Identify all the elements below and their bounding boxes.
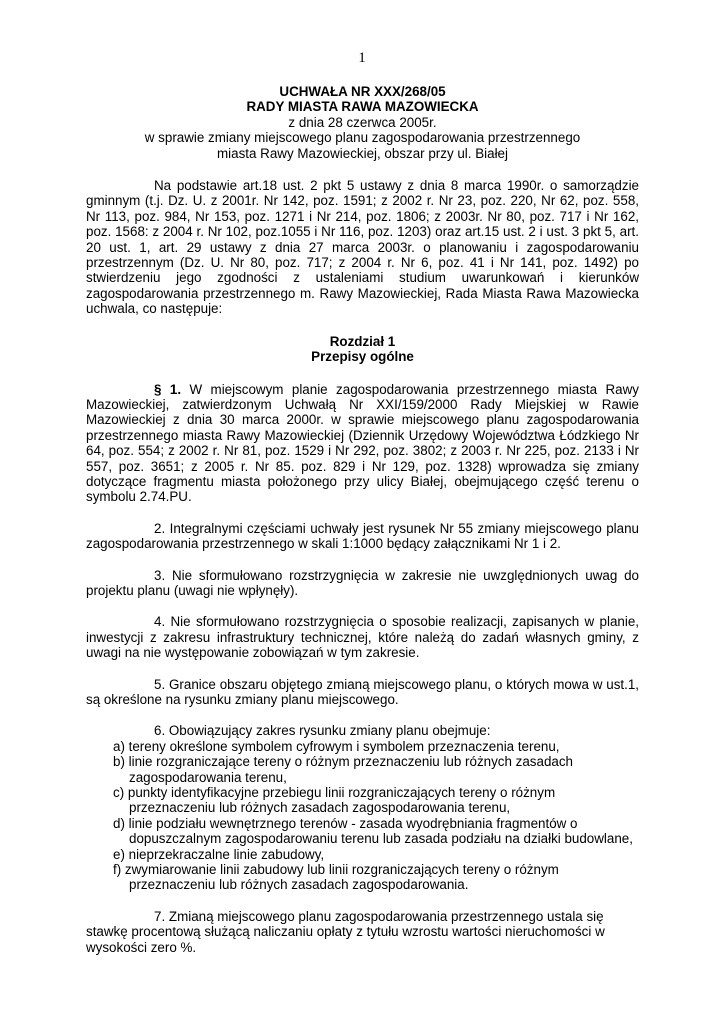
section-1-paragraph [86, 382, 639, 505]
list-item: e) nieprzekraczalne linie zabudowy, [113, 846, 325, 862]
resolution-title: UCHWAŁA NR XXX/268/05 [279, 84, 446, 99]
page-number: 1 [358, 50, 366, 66]
list-item: c) punkty identyfikacyjne przebiegu linii rozgraniczających tereny o różnym przeznaczeniu lub różnych zasadach zagospodarowania terenu, [113, 785, 556, 816]
resolution-subject-line-1: w sprawie zmiany miejscowego planu zagospodarowania przestrzennego [144, 130, 581, 146]
list-item: a) tereny określone symbolem cyfrowym i symbolem przeznaczenia terenu, [113, 738, 560, 754]
resolution-subject-line-2: miasta Rawy Mazowieckiej, obszar przy ul. Białej [217, 145, 508, 161]
council-name: RADY MIASTA RAWA MAZOWIECKA [246, 99, 479, 115]
list-item: b) linie rozgraniczające tereny o różnym przeznaczeniu lub różnych zasadach zagospodarowania terenu, [113, 754, 573, 785]
section-marker: § 1. [154, 381, 182, 397]
chapter-subtitle: Przepisy ogólne [311, 349, 414, 365]
list-item: f) zwymiarowanie linii zabudowy lub linii rozgraniczających tereny o różnym przeznaczeniu lub różnych zasadach zagospodarowania. [113, 862, 559, 893]
paragraph-4: 4. Nie sformułowano rozstrzygnięcia o sposobie realizacji, zapisanych w planie, inwestycji z zakresu infrastruktury technicznej, które należą do zadań własnych gminy, z uwagi na nie występowanie zobowiązań w tym zakresie. [86, 614, 639, 661]
paragraph-6-intro: 6. Obowiązujący zakres rysunku zmiany planu obejmuje: [154, 723, 491, 739]
drawing-scope-list [113, 739, 639, 893]
paragraph-3: 3. Nie sformułowano rozstrzygnięcia w zakresie nie uwzględnionych uwag do projektu planu (uwagi nie wpłynęły). [86, 567, 639, 598]
list-item: d) linie podziału wewnętrznego terenów - zasada wyodrębniania fragmentów o dopuszczalnym zagospodarowaniu terenu lub zasada podziału na działki budowlane, [113, 815, 633, 847]
preamble-paragraph: Na podstawie art.18 ust. 2 pkt 5 ustawy z dnia 8 marca 1990r. o samorządzie gminnym (t.j. Dz. U. z 2001r. Nr 142, poz. 1591; z 2002 r. Nr 23, poz. 220, Nr 62, poz. 558, Nr 113, poz. 984, Nr 153, poz. 1271 i Nr 214, poz. 1806; z 2003r. Nr 80, poz. 717 i Nr 162, poz. 1568: z 2004 r. Nr 102, poz.1055 i Nr 116, poz. 1203) oraz art.15 ust. 2 i ust. 3 pkt 5, art. 20 ust. 1, art. 29 ustawy z dnia 27 marca 2003r. o planowaniu i zagospodarowaniu przestrzennym (Dz. U. Nr 80, poz. 717; z 2004 r. Nr 6, poz. 41 i Nr 141, poz. 1492) po stwierdzeniu jego zgodności z ustaleniami studium uwarunkowań i kierunków zagospodarowania przestrzennego m. Rawy Mazowieckiej, Rada Miasta Rawa Mazowiecka uchwala, co następuje: [86, 178, 639, 317]
document-body [86, 84, 639, 955]
paragraph-5: 5. Granice obszaru objętego zmianą miejscowego planu, o których mowa w ust.1, są określone na rysunku zmiany planu miejscowego. [86, 676, 639, 707]
section-1-text: W miejscowym planie zagospodarowania przestrzennego miasta Rawy Mazowieckiej, zatwierdzonym Uchwałą Nr XXI/159/2000 Rady Miejskiej w Rawie Mazowieckiej z dnia 30 marca 2000r. w sprawie miejscowego planu zagospodarowania przestrzennego miasta Rawy Mazowieckiej (Dziennik Urzędowy Województwa Łódzkiego Nr 64, poz. 554; z 2002 r. Nr 81, poz. 1529 i Nr 292, poz. 3802; z 2003 r. Nr 225, poz. 2133 i Nr 557, poz. 3651; z 2005 r. Nr 85. poz. 829 i Nr 129, poz. 1328) wprowadza się zmiany dotyczące fragmentu miasta położonego przy ulicy Białej, obejmującego część terenu o symbolu 2.74.PU. [86, 381, 639, 505]
chapter-title: Rozdział 1 [329, 333, 396, 349]
resolution-date: z dnia 28 czerwca 2005r. [288, 114, 437, 130]
paragraph-2: 2. Integralnymi częściami uchwały jest rysunek Nr 55 zmiany miejscowego planu zagospodarowania przestrzennego w skali 1:1000 będący załącznikami Nr 1 i 2. [86, 520, 639, 552]
paragraph-7: 7. Zmianą miejscowego planu zagospodarowania przestrzennego ustala się stawkę procentową służącą naliczaniu opłaty z tytułu wzrostu wartości nieruchomości w wysokości zero %. [86, 908, 605, 955]
